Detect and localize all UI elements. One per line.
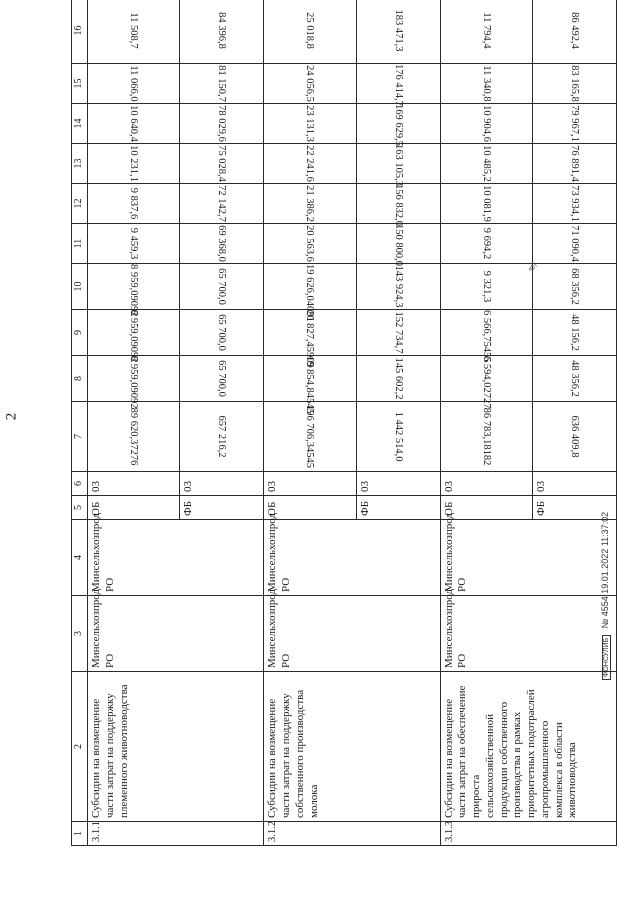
stamp-logo: ФОНСУЛИБ bbox=[602, 635, 611, 680]
row-name: Субсидии на возмещение части затрат на обеспечение прироста сельскохозяйственной продукции собственного производства в рамках приоритетных подотраслей агропромышленного комплекса в области животноводства bbox=[440, 672, 616, 822]
amount-cell bbox=[356, 402, 440, 472]
table-frame bbox=[71, 9, 617, 846]
column-header: 14 bbox=[72, 104, 88, 144]
column-header: 12 bbox=[72, 184, 88, 224]
column-header: 8 bbox=[72, 356, 88, 402]
amount-value: 48 156,2 bbox=[568, 314, 580, 351]
amount-cell bbox=[440, 104, 532, 144]
row-code: 3.1.2 bbox=[264, 822, 440, 846]
responsible-body: Минсельхозпрод РО bbox=[440, 520, 616, 596]
amount-cell bbox=[440, 144, 532, 184]
amount-value: 11 340,8 bbox=[480, 65, 492, 102]
amount-value: 25 018,8 bbox=[304, 12, 316, 49]
column-header: 16 bbox=[72, 0, 88, 64]
amount-value: 89 620,37276 bbox=[128, 407, 140, 466]
amount-cell bbox=[532, 356, 616, 402]
funding-source: ФБ bbox=[180, 496, 264, 520]
amount-cell bbox=[88, 184, 180, 224]
amount-value: 83 165,8 bbox=[568, 65, 580, 102]
amount-cell bbox=[356, 310, 440, 356]
amount-value: 9 694,2 bbox=[480, 227, 492, 260]
budget-code: 03 bbox=[264, 472, 356, 496]
funding-source: ФБ bbox=[532, 496, 616, 520]
budget-code: 03 bbox=[532, 472, 616, 496]
amount-cell bbox=[440, 402, 532, 472]
amount-cell bbox=[264, 264, 356, 322]
amount-cell bbox=[440, 310, 532, 363]
amount-cell bbox=[532, 224, 616, 264]
responsible-body: Минсельхозпрод РО bbox=[440, 596, 616, 672]
amount-value: 9 837,6 bbox=[128, 187, 140, 220]
amount-value: 8 959,09092 bbox=[128, 264, 140, 317]
amount-value: 78 029,6 bbox=[216, 105, 228, 142]
column-header: 1 bbox=[72, 822, 88, 846]
amount-cell bbox=[88, 64, 180, 104]
amount-value: 81 150,7 bbox=[216, 65, 228, 102]
amount-cell bbox=[88, 224, 180, 264]
amount-value: 150 800,0 bbox=[392, 224, 404, 266]
amount-value: 1 442 514,0 bbox=[392, 411, 404, 462]
amount-value: 10 485,2 bbox=[480, 145, 492, 182]
amount-value: 657 216,2 bbox=[216, 415, 228, 458]
column-header: 15 bbox=[72, 64, 88, 104]
amount-value: 145 602,2 bbox=[392, 357, 404, 400]
amount-cell bbox=[180, 104, 264, 144]
amount-value: 65 700,0 bbox=[216, 360, 228, 397]
registration-stamp bbox=[600, 512, 611, 680]
amount-value: 143 924,3 bbox=[392, 265, 404, 308]
column-header: 9 bbox=[72, 310, 88, 356]
row-name: Субсидии на возмещение части затрат на поддержку племенного животноводства bbox=[88, 672, 264, 822]
amount-cell bbox=[356, 104, 440, 144]
amount-value: 73 934,1 bbox=[568, 185, 580, 222]
amount-value: 86 783,18182 bbox=[480, 407, 492, 466]
amount-cell bbox=[356, 224, 440, 264]
budget-code: 03 bbox=[180, 472, 264, 496]
amount-cell bbox=[356, 264, 440, 310]
amount-value: 11 508,7 bbox=[128, 12, 140, 49]
responsible-body: Минсельхозпрод РО bbox=[88, 596, 264, 672]
rotated-sheet bbox=[71, 9, 617, 846]
amount-value: 6 594,02727 bbox=[480, 356, 492, 409]
amount-cell bbox=[88, 104, 180, 144]
budget-code: 03 bbox=[356, 472, 440, 496]
stamp-text: № 4554 19.01.2022 11:37:02 bbox=[600, 511, 610, 629]
amount-value: 75 028,4 bbox=[216, 145, 228, 182]
column-header: 4 bbox=[72, 520, 88, 596]
responsible-body: Минсельхозпрод РО bbox=[264, 596, 440, 672]
amount-value: 68 356,2 bbox=[568, 268, 580, 305]
amount-value: 152 734,7 bbox=[392, 311, 404, 354]
amount-value: 8 959,09092 bbox=[128, 310, 140, 363]
amount-cell bbox=[440, 264, 532, 310]
column-header: 11 bbox=[72, 224, 88, 264]
amount-cell bbox=[532, 402, 616, 472]
amount-value: 9 459,3 bbox=[128, 227, 140, 260]
amount-value: 10 231,1 bbox=[128, 145, 140, 182]
funding-source: ОБ bbox=[440, 496, 532, 520]
funding-source: ОБ bbox=[88, 496, 180, 520]
amount-value: 156 832,0 bbox=[392, 184, 404, 226]
amount-value: 86 492,4 bbox=[568, 12, 580, 49]
amount-value: 20 827,45909 bbox=[304, 310, 316, 368]
amount-cell bbox=[356, 184, 440, 224]
column-header: 5 bbox=[72, 496, 88, 520]
responsible-body: Минсельхозпрод РО bbox=[264, 520, 440, 596]
amount-cell bbox=[356, 144, 440, 184]
amount-cell bbox=[88, 144, 180, 184]
amount-cell bbox=[264, 184, 356, 224]
amount-value: 636 409,8 bbox=[568, 415, 580, 458]
row-name: Субсидии на возмещение части затрат на поддержку собственного производства молока bbox=[264, 672, 440, 822]
amount-cell bbox=[532, 144, 616, 184]
amount-value: 76 891,4 bbox=[568, 145, 580, 182]
amount-value: 69 368,0 bbox=[216, 225, 228, 262]
column-header: 13 bbox=[72, 144, 88, 184]
amount-value: 6 566,75455 bbox=[480, 310, 492, 363]
amount-cell bbox=[180, 184, 264, 224]
table-body bbox=[88, 0, 617, 846]
amount-cell bbox=[440, 224, 532, 264]
table-row bbox=[264, 0, 356, 846]
amount-value: 24 056,5 bbox=[304, 65, 316, 102]
amount-value: 10 640,4 bbox=[128, 105, 140, 142]
column-header: 2 bbox=[72, 672, 88, 822]
column-header: 7 bbox=[72, 402, 88, 472]
amount-cell bbox=[440, 184, 532, 224]
amount-cell bbox=[532, 64, 616, 104]
amount-cell bbox=[356, 356, 440, 402]
amount-cell bbox=[180, 264, 264, 310]
amount-cell bbox=[264, 144, 356, 184]
amount-value: 176 414,7 bbox=[392, 64, 404, 106]
amount-cell bbox=[180, 0, 264, 64]
amount-cell bbox=[356, 0, 440, 64]
row-code: 3.1.1 bbox=[88, 822, 264, 846]
amount-cell bbox=[88, 0, 180, 64]
budget-code: 03 bbox=[440, 472, 532, 496]
amount-value: 48 356,2 bbox=[568, 360, 580, 397]
amount-value: 10 904,6 bbox=[480, 105, 492, 142]
amount-cell bbox=[532, 184, 616, 224]
amount-cell bbox=[180, 64, 264, 104]
amount-cell bbox=[264, 224, 356, 264]
amount-value: 11 066,0 bbox=[128, 65, 140, 102]
amount-value: 20 563,6 bbox=[304, 225, 316, 262]
amount-value: 19 626,04091 bbox=[304, 264, 316, 322]
amount-value: 10 081,9 bbox=[480, 185, 492, 222]
amount-value: 21 386,2 bbox=[304, 185, 316, 222]
amount-value: 11 794,4 bbox=[480, 12, 492, 49]
column-header: 10 bbox=[72, 264, 88, 310]
amount-cell bbox=[264, 0, 356, 64]
header-row bbox=[72, 0, 88, 846]
amount-cell bbox=[180, 144, 264, 184]
amount-cell bbox=[180, 310, 264, 356]
amount-value: 183 471,3 bbox=[392, 9, 404, 52]
amount-value: 196 706,34545 bbox=[304, 405, 316, 468]
amount-value: 72 142,7 bbox=[216, 185, 228, 222]
amount-cell bbox=[88, 402, 180, 472]
amount-value: 8 959,09092 bbox=[128, 356, 140, 409]
table-row bbox=[440, 0, 532, 846]
amount-value: 23 131,3 bbox=[304, 105, 316, 142]
table-row bbox=[88, 0, 180, 846]
column-header: 3 bbox=[72, 596, 88, 672]
funding-source: ОБ bbox=[264, 496, 356, 520]
funding-source: ФБ bbox=[356, 496, 440, 520]
amount-cell bbox=[180, 224, 264, 264]
amount-value: 22 241,6 bbox=[304, 145, 316, 182]
row-code: 3.1.3 bbox=[440, 822, 616, 846]
amount-cell bbox=[88, 264, 180, 317]
budget-table bbox=[71, 0, 617, 846]
amount-value: 79 967,1 bbox=[568, 105, 580, 142]
amount-value: 65 700,0 bbox=[216, 314, 228, 351]
amount-value: 71 090,4 bbox=[568, 225, 580, 262]
amount-cell bbox=[532, 310, 616, 356]
amount-cell bbox=[180, 402, 264, 472]
amount-cell bbox=[180, 356, 264, 402]
amount-cell bbox=[440, 0, 532, 64]
column-header: 6 bbox=[72, 472, 88, 496]
budget-code: 03 bbox=[88, 472, 180, 496]
amount-value: 84 396,8 bbox=[216, 12, 228, 49]
amount-value: 163 105,3 bbox=[392, 144, 404, 186]
amount-value: 169 629,5 bbox=[392, 104, 404, 146]
amount-cell bbox=[264, 104, 356, 144]
amount-cell bbox=[532, 0, 616, 64]
amount-value: 19 854,84545 bbox=[304, 356, 316, 414]
amount-cell bbox=[356, 64, 440, 104]
amount-cell bbox=[440, 64, 532, 104]
amount-value: 65 700,0 bbox=[216, 268, 228, 305]
amount-cell bbox=[264, 64, 356, 104]
responsible-body: Минсельхозпрод РО bbox=[88, 520, 264, 596]
handwritten-mark: ≋/ bbox=[525, 260, 540, 275]
page-number: 2 bbox=[3, 412, 20, 421]
amount-cell bbox=[532, 264, 616, 310]
amount-cell bbox=[532, 104, 616, 144]
amount-value: 9 321,3 bbox=[480, 270, 492, 303]
